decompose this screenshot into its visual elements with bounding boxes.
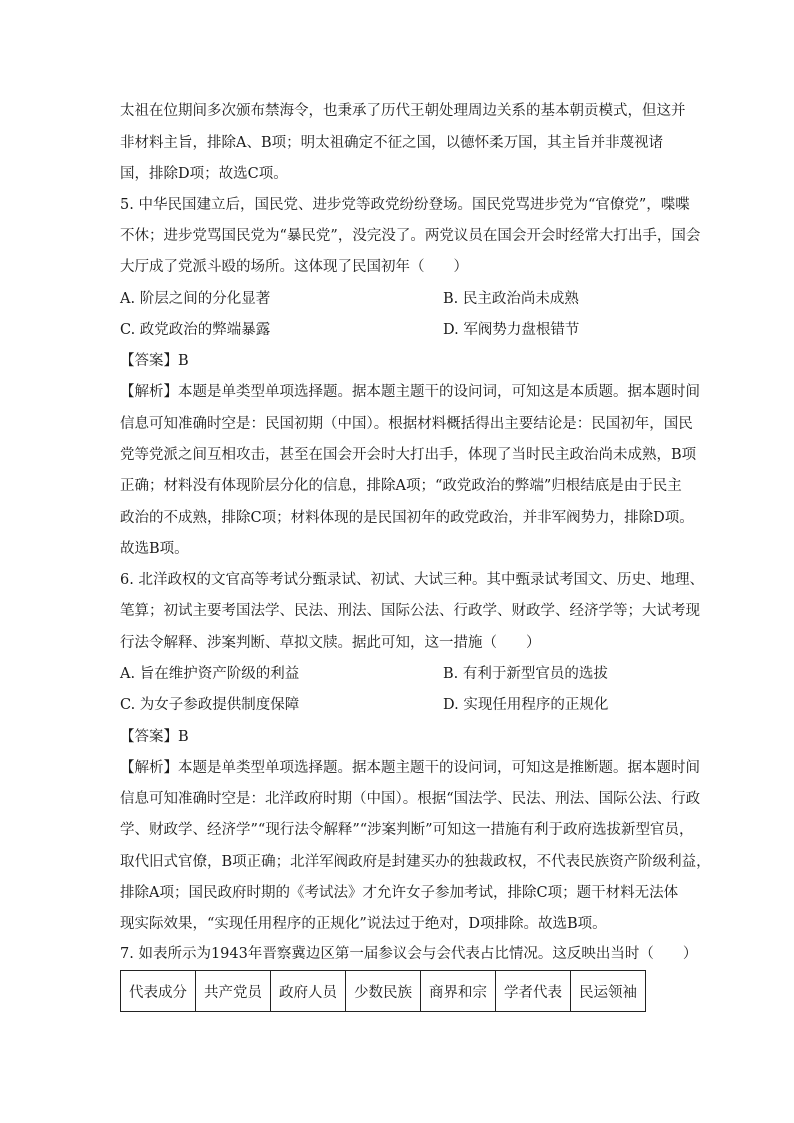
q5-stem-line: 5. 中华民国建立后，国民党、进步党等政党纷纷登场。国民党骂进步党为“官僚党”，喋喋 bbox=[120, 197, 690, 213]
q5-option-b: B. 民主政治尚未成熟 bbox=[443, 291, 579, 307]
q5-analysis-line: 【解析】本题是单类型单项选择题。据本题主题干的设问词，可知这是本质题。据本题时间 bbox=[120, 384, 700, 400]
q5-option-c: C. 政党政治的弊端暴露 bbox=[120, 322, 271, 338]
q6-stem-line: 笔算；初试主要考国法学、民法、刑法、国际公法、行政学、财政学、经济学等；大试考现 bbox=[120, 603, 700, 619]
q7-table bbox=[120, 970, 646, 1012]
table-header-cell: 学者代表 bbox=[496, 971, 571, 1012]
intro-line: 非材料主旨，排除A、B项；明太祖确定不征之国，以德怀柔万国，其主旨并非蔑视诸 bbox=[120, 135, 664, 151]
q6-option-a: A. 旨在维护资产阶级的利益 bbox=[120, 666, 300, 682]
intro-line: 太祖在位期间多次颁布禁海令，也秉承了历代王朝处理周边关系的基本朝贡模式，但这并 bbox=[120, 103, 686, 119]
q6-analysis-line: 排除A项；国民政府时期的《考试法》才允许女子参加考试，排除C项；题干材料无法体 bbox=[120, 885, 679, 901]
q7-stem: 7. 如表所示为1943年晋察冀边区第一届参议会与会代表占比情况。这反映出当时（ ） bbox=[120, 946, 698, 962]
q5-analysis-line: 党等党派之间互相攻击，甚至在国会开会时大打出手，体现了当时民主政治尚未成熟，B项 bbox=[120, 447, 697, 463]
q6-option-b: B. 有利于新型官员的选拔 bbox=[443, 666, 608, 682]
q6-stem-line: 行法令解释、涉案判断、草拟文牍。据此可知，这一措施（ ） bbox=[120, 635, 541, 651]
q6-analysis-line: 现实际效果，“实现任用程序的正规化”说法过于绝对，D项排除。故选B项。 bbox=[120, 916, 607, 932]
q6-answer: 【答案】B bbox=[120, 729, 189, 745]
q6-analysis-line: 【解析】本题是单类型单项选择题。据本题主题干的设问词，可知这是推断题。据本题时间 bbox=[120, 760, 700, 776]
q5-analysis-line: 故选B项。 bbox=[120, 541, 189, 557]
table-header-cell: 共产党员 bbox=[196, 971, 271, 1012]
q6-analysis-line: 取代旧式官僚，B项正确；北洋军阀政府是封建买办的独裁政权，不代表民族资产阶级利益， bbox=[120, 854, 711, 870]
table-header-cell: 少数民族 bbox=[346, 971, 421, 1012]
table-header-cell: 民运领袖 bbox=[571, 971, 646, 1012]
q6-analysis-line: 学、财政学、经济学”“现行法令解释”“涉案判断”可知这一措施有利于政府选拔新型官员， bbox=[120, 822, 694, 838]
table-row bbox=[121, 971, 646, 1012]
q5-stem-line: 大厅成了党派斗殴的场所。这体现了民国初年（ ） bbox=[120, 259, 468, 275]
table-header-cell: 政府人员 bbox=[271, 971, 346, 1012]
table-header-cell: 商界和宗 bbox=[421, 971, 496, 1012]
q6-analysis-line: 信息可知准确时空是：北洋政府时期（中国）。根据“国法学、民法、刑法、国际公法、行政 bbox=[120, 791, 701, 807]
q5-analysis-line: 正确；材料没有体现阶层分化的信息，排除A项；“政党政治的弊端”归根结底是由于民主 bbox=[120, 478, 682, 494]
q5-stem-line: 不休；进步党骂国民党为“暴民党”，没完没了。两党议员在国会开会时经常大打出手，国会 bbox=[120, 228, 701, 244]
q6-stem-line: 6. 北洋政权的文官高等考试分甄录试、初试、大试三种。其中甄录试考国文、历史、地理、 bbox=[120, 572, 704, 588]
q5-answer: 【答案】B bbox=[120, 353, 189, 369]
table-header-cell: 代表成分 bbox=[121, 971, 196, 1012]
q5-analysis-line: 信息可知准确时空是：民国初期（中国）。根据材料概括得出主要结论是：民国初年，国民 bbox=[120, 416, 693, 432]
q5-option-a: A. 阶层之间的分化显著 bbox=[120, 291, 271, 307]
q5-option-d: D. 军阀势力盘根错节 bbox=[443, 322, 580, 338]
intro-line: 国，排除D项；故选C项。 bbox=[120, 166, 288, 182]
q5-analysis-line: 政治的不成熟，排除C项；材料体现的是民国初年的政党政治，并非军阀势力，排除D项。 bbox=[120, 510, 694, 526]
q6-option-c: C. 为女子参政提供制度保障 bbox=[120, 697, 300, 713]
q6-option-d: D. 实现任用程序的正规化 bbox=[443, 697, 609, 713]
